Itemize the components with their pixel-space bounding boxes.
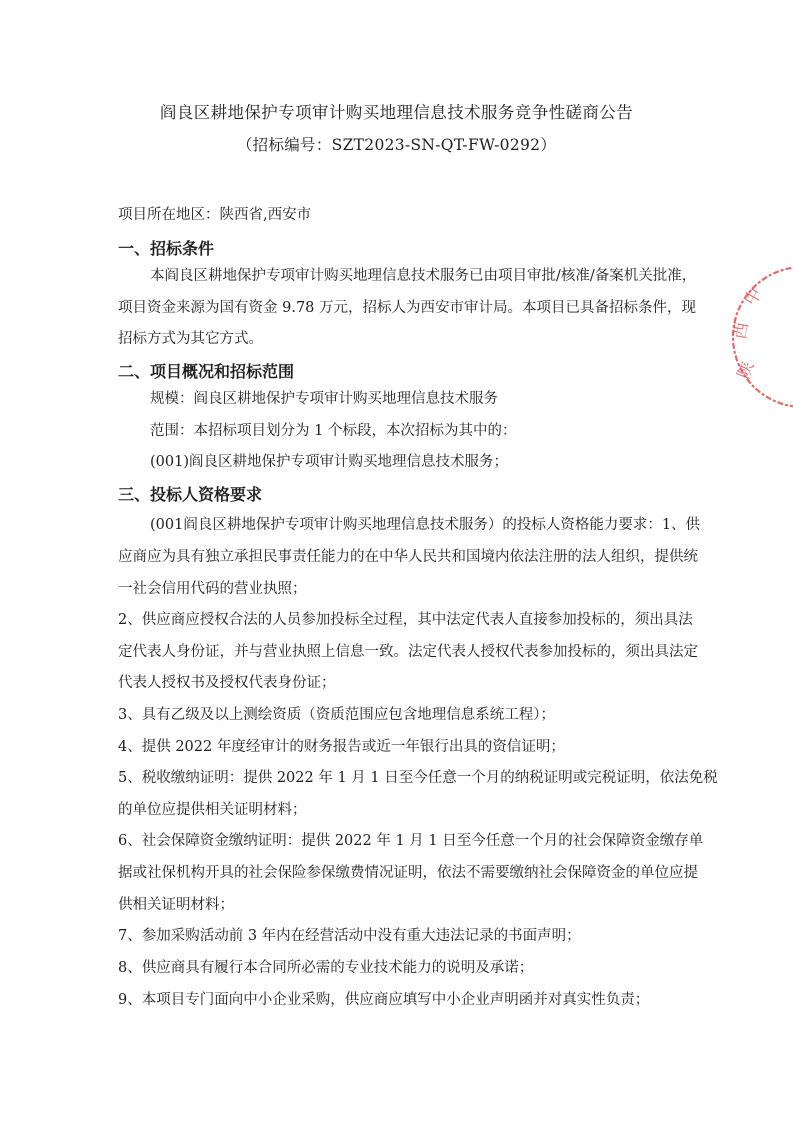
requirement-1: 一社会信用代码的营业执照； [118,581,307,597]
requirement-9: 9、本项目专门面向中小企业采购，供应商应填写中小企业声明函并对真实性负责； [118,992,650,1008]
section-1-text: 招标方式为其它方式。 [118,331,263,347]
seal-text [730,285,767,382]
section-3-heading: 三、投标人资格要求 [118,485,263,504]
requirement-6: 供相关证明材料； [118,897,234,913]
requirement-6: 6、社会保障资金缴纳证明：提供 2022 年 1 月 1 日至今任意一个月的社会保障资金缴存单 [118,833,704,849]
seal-char-2: 西 [730,320,753,341]
requirement-1: (001阎良区耕地保护专项审计购买地理信息技术服务）的投标人资格能力要求：1、供 [150,517,701,533]
requirement-1: 应商应为具有独立承担民事责任能力的在中华人民共和国境内依法注册的法人组织，提供统 [118,549,698,565]
requirement-5: 5、税收缴纳证明：提供 2022 年 1 月 1 日至今任意一个月的纳税证明或完税证明，依法免税 [118,770,718,786]
section-2-lot: (001)阎良区耕地保护专项审计购买地理信息技术服务； [150,454,508,470]
requirement-3: 3、具有乙级及以上测绘资质（资质范围应包含地理信息系统工程）； [118,707,555,723]
seal-char-1: 陕 [733,358,759,382]
section-2-scale: 规模：阎良区耕地保护专项审计购买地理信息技术服务 [150,391,498,407]
requirement-6: 据或社保机构开具的社会保险参保缴费情况证明，依法不需要缴纳社会保障资金的单位应提 [118,865,698,881]
official-seal [728,262,793,412]
seal-char-3: 中 [741,284,767,310]
section-1-text: 项目资金来源为国有资金 9.78 万元，招标人为西安市审计局。本项目已具备招标条件，现 [118,300,696,316]
requirement-2: 定代表人身份证，并与营业执照上信息一致。法定代表人授权代表参加投标的，须出具法定 [118,644,698,660]
requirement-4: 4、提供 2022 年度经审计的财务报告或近一年银行出具的资信证明； [118,739,565,755]
page-title: 阎良区耕地保护专项审计购买地理信息技术服务竞争性磋商公告 [159,103,634,122]
requirement-2: 2、供应商应授权合法的人员参加投标全过程，其中法定代表人直接参加投标的，须出具法 [118,612,693,628]
requirement-8: 8、供应商具有履行本合同所必需的专业技术能力的说明及承诺； [118,960,534,976]
section-1-heading: 一、招标条件 [118,239,215,258]
tender-number: （招标编号：SZT2023-SN-QT-FW-0292） [236,136,557,154]
section-2-heading: 二、项目概况和招标范围 [118,362,295,381]
requirement-2: 代表人授权书及授权代表身份证； [118,675,336,691]
requirement-5: 的单位应提供相关证明材料； [118,802,307,818]
requirement-7: 7、参加采购活动前 3 年内在经营活动中没有重大违法记录的书面声明； [118,928,581,944]
section-2-range: 范围：本招标项目划分为 1 个标段，本次招标为其中的： [150,423,517,439]
section-1-text: 本阎良区耕地保护专项审计购买地理信息技术服务已由项目审批/核准/备案机关批准， [150,268,697,284]
region-line: 项目所在地区：陕西省,西安市 [118,207,312,223]
